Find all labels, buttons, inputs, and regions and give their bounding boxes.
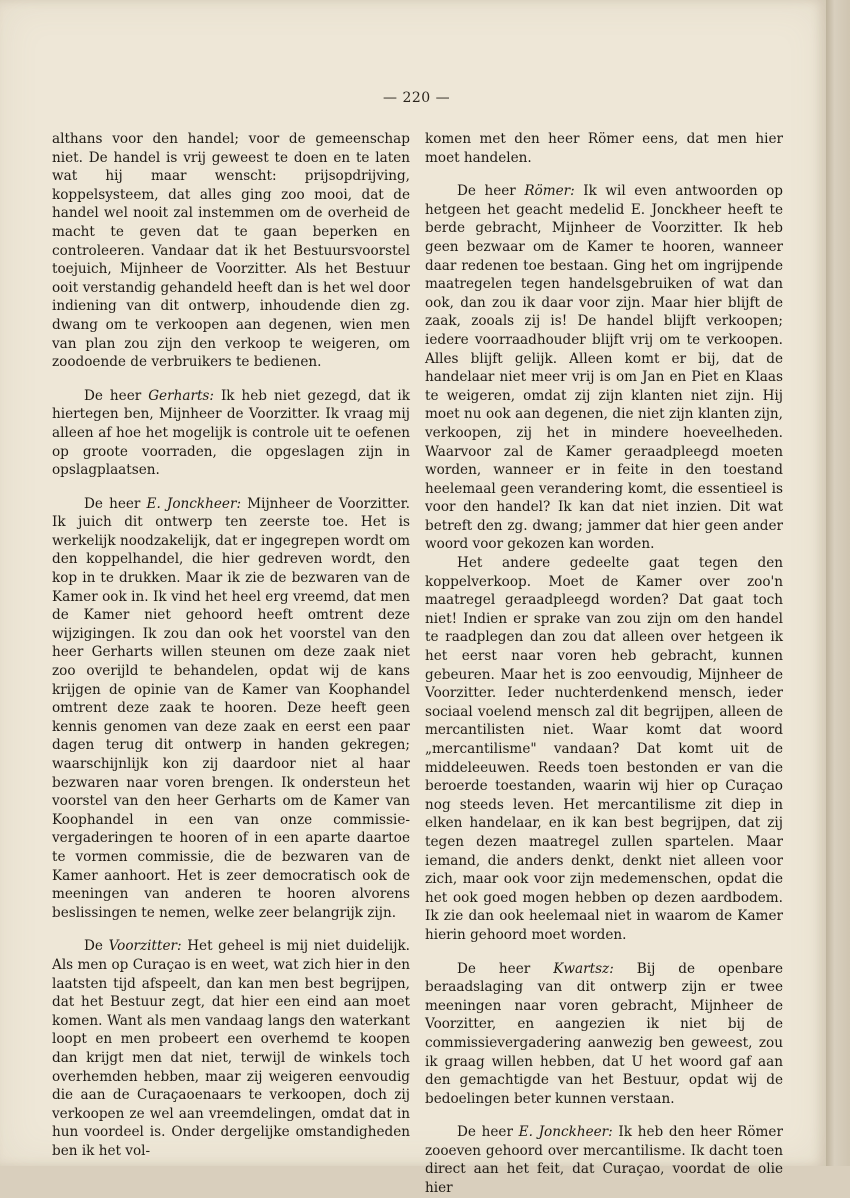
speaker-name: Gerharts: <box>148 387 214 404</box>
page-edge <box>826 0 850 1166</box>
speech-jonckheer: De heer E. Jonckheer: Ik heb den heer Römer zooeven gehoord over mercantilisme. Ik dacht toen direct aan het feit, dat Curaçao, voordat de olie hier <box>425 1124 783 1197</box>
speech-romer: De heer Römer: Ik wil even antwoorden op hetgeen het geacht medelid E. Jonckheer heeft te berde gebracht, Mijnheer de Voorzitter. Ik heb geen bezwaar om de Kamer te hooren, wanneer daar redenen toe bestaan. Ging het om ingrijpende maatregelen tegen handelsgebruiken of wat dan ook, dan zou ik daar voor zijn. Maar hier blijft de zaak, zooals zij is! De handel blijft verkoopen; iedere voorraadhouder blijft vrij om te verkoopen. Alles blijft gelijk. Alleen komt er bij, dat de handelaar niet meer vrij is om Jan en Piet en Klaas te weigeren, omdat zij zijn klanten niet zijn. Hij moet nu ook aan degenen, die niet zijn klanten zijn, verkoopen, zij het in mindere hoeveelheden. Waarvoor zal de Kamer geraadpleegd moeten worden, wanneer er in feite in den toestand heelemaal geen verandering komt, die essentieel is voor den handel? Ik kan dat niet inzien. Dit wat betreft den zg. dwang; jammer dat hier geen ander woord voor gekozen kan worden. <box>425 183 783 553</box>
paragraph: Het andere gedeelte gaat tegen den koppelverkoop. Moet de Kamer over zoo'n maatregel geraadpleegd worden? Dat gaat toch niet! Indien er sprake van zou zijn om den handel te raadplegen dan zou dat alleen over hetgeen ik het eerst naar voren heb gebracht, kunnen gebeuren. Maar het is zoo eenvoudig, Mijnheer de Voorzitter. Ieder nuchterdenkend mensch, ieder sociaal voelend mensch zal dit begrijpen, alleen de mercantilisten niet. Waar komt dat woord „mercantilisme" vandaan? Dat komt uit de middeleeuwen. Reeds toen bestonden er van die beroerde toestanden, waarin wij hier op Curaçao nog steeds leven. Het mercantilisme zit diep in elken handelaar, en ik kan best begrijpen, dat zij tegen dezen maatregel zullen spartelen. Maar iemand, die anders denkt, denkt niet alleen voor zich, maar ook voor zijn medemenschen, opdat die het ook goed mogen hebben op dezen aardbodem. Ik zie dan ook heelemaal niet in waarom de Kamer hierin gehoord moet worden. <box>425 555 783 943</box>
left-column <box>52 130 410 1160</box>
speech-voorzitter: De Voorzitter: Het geheel is mij niet duidelijk. Als men op Curaçao is en weet, wat zich hier in den laatsten tijd afspeelt, dan kan men best begrijpen, dat het Bestuur zegt, dat hier een eind aan moet komen. Want als men vandaag langs den waterkant loopt en men probeert een overhemd te koopen dan krijgt men dat niet, terwijl de winkels toch overhemden hebben, maar zij weigeren eenvoudig die aan de Curaçaoenaars te verkoopen, doch zij verkoopen ze wel aan vreemdelingen, omdat dat in hun voordeel is. Onder dergelijke omstandigheden ben ik het vol- <box>52 938 411 1159</box>
paragraph: komen met den heer Römer eens, dat men hier moet handelen. <box>425 131 783 166</box>
speaker-name: Voorzitter: <box>108 938 182 955</box>
speaker-name: E. Jonckheer: <box>146 495 242 512</box>
speaker-name: Kwartsz: <box>553 960 614 977</box>
page-number: — 220 — <box>383 90 451 106</box>
right-column <box>425 130 783 1198</box>
speech-kwartsz: De heer Kwartsz: Bij de openbare beraadslaging van dit ontwerp zijn er twee meeningen naar voren gebracht, Mijnheer de Voorzitter, en aangezien ik niet bij de commissievergadering aanwezig ben geweest, zou ik graag willen hebben, dat U het woord gaf aan den gemachtigde van het Bestuur, opdat wij de bedoelingen beter kunnen verstaan. <box>425 960 784 1107</box>
speech-gerharts: De heer Gerharts: Ik heb niet gezegd, dat ik hiertegen ben, Mijnheer de Voorzitter. Ik vraag mij alleen af hoe het mogelijk is controle uit te oefenen op groote voorraden, die opgeslagen zijn in opslagplaatsen. <box>52 387 410 479</box>
speech-jonckheer: De heer E. Jonckheer: Mijnheer de Voorzitter. Ik juich dit ontwerp ten zeerste toe. Het is werkelijk noodzakelijk, dat er ingegrepen wordt om den koppelhandel, die hier gedreven wordt, den kop in te drukken. Maar ik zie de bezwaren van de Kamer ook in. Ik vind het heel erg vreemd, dat men de Kamer niet gehoord heeft omtrent deze wijzigingen. Ik zou dan ook het voorstel van den heer Gerharts willen steunen om deze zaak niet zoo overijld te behandelen, opdat wij de kans krijgen de opinie van de Kamer van Koophandel omtrent deze zaak te hooren. Deze heeft geen kennis genomen van deze zaak en eerst een paar dagen terug dit ontwerp in handen gekregen; waarschijnlijk kon zij daardoor niet al haar bezwaren naar voren brengen. Ik ondersteun het voorstel van den heer Gerharts om de Kamer van Koophandel in een van onze commissie-vergaderingen te hooren of in een aparte daartoe te vormen commissie, die de bezwaren van de Kamer aanhoort. Het is zeer democratisch ook de meeningen van anderen te hooren alvorens beslissingen te nemen, welke zeer belangrijk zijn. <box>52 495 410 921</box>
speaker-name: Römer: <box>524 183 575 200</box>
paragraph: althans voor den handel; voor de gemeenschap niet. De handel is vrij geweest te doen en te laten wat hij maar wenscht: prijsopdrijving, koppelsysteem, dat alles ging zoo mooi, dat de handel wel nooit zal instemmen om de overheid de macht te geven dat te gaan beperken en controleeren. Vandaar dat ik het Bestuursvoorstel toejuich, Mijnheer de Voorzitter. Als het Bestuur ooit verstandig gehandeld heeft dan is het wel door indiening van dit ontwerp, inhoudende dien zg. dwang om te verkoopen aan degenen, wien men van plan zou zijn den verkoop te weigeren, om zoodoende de verbruikers te bedienen. <box>52 131 410 371</box>
speaker-name: E. Jonckheer: <box>518 1124 613 1141</box>
